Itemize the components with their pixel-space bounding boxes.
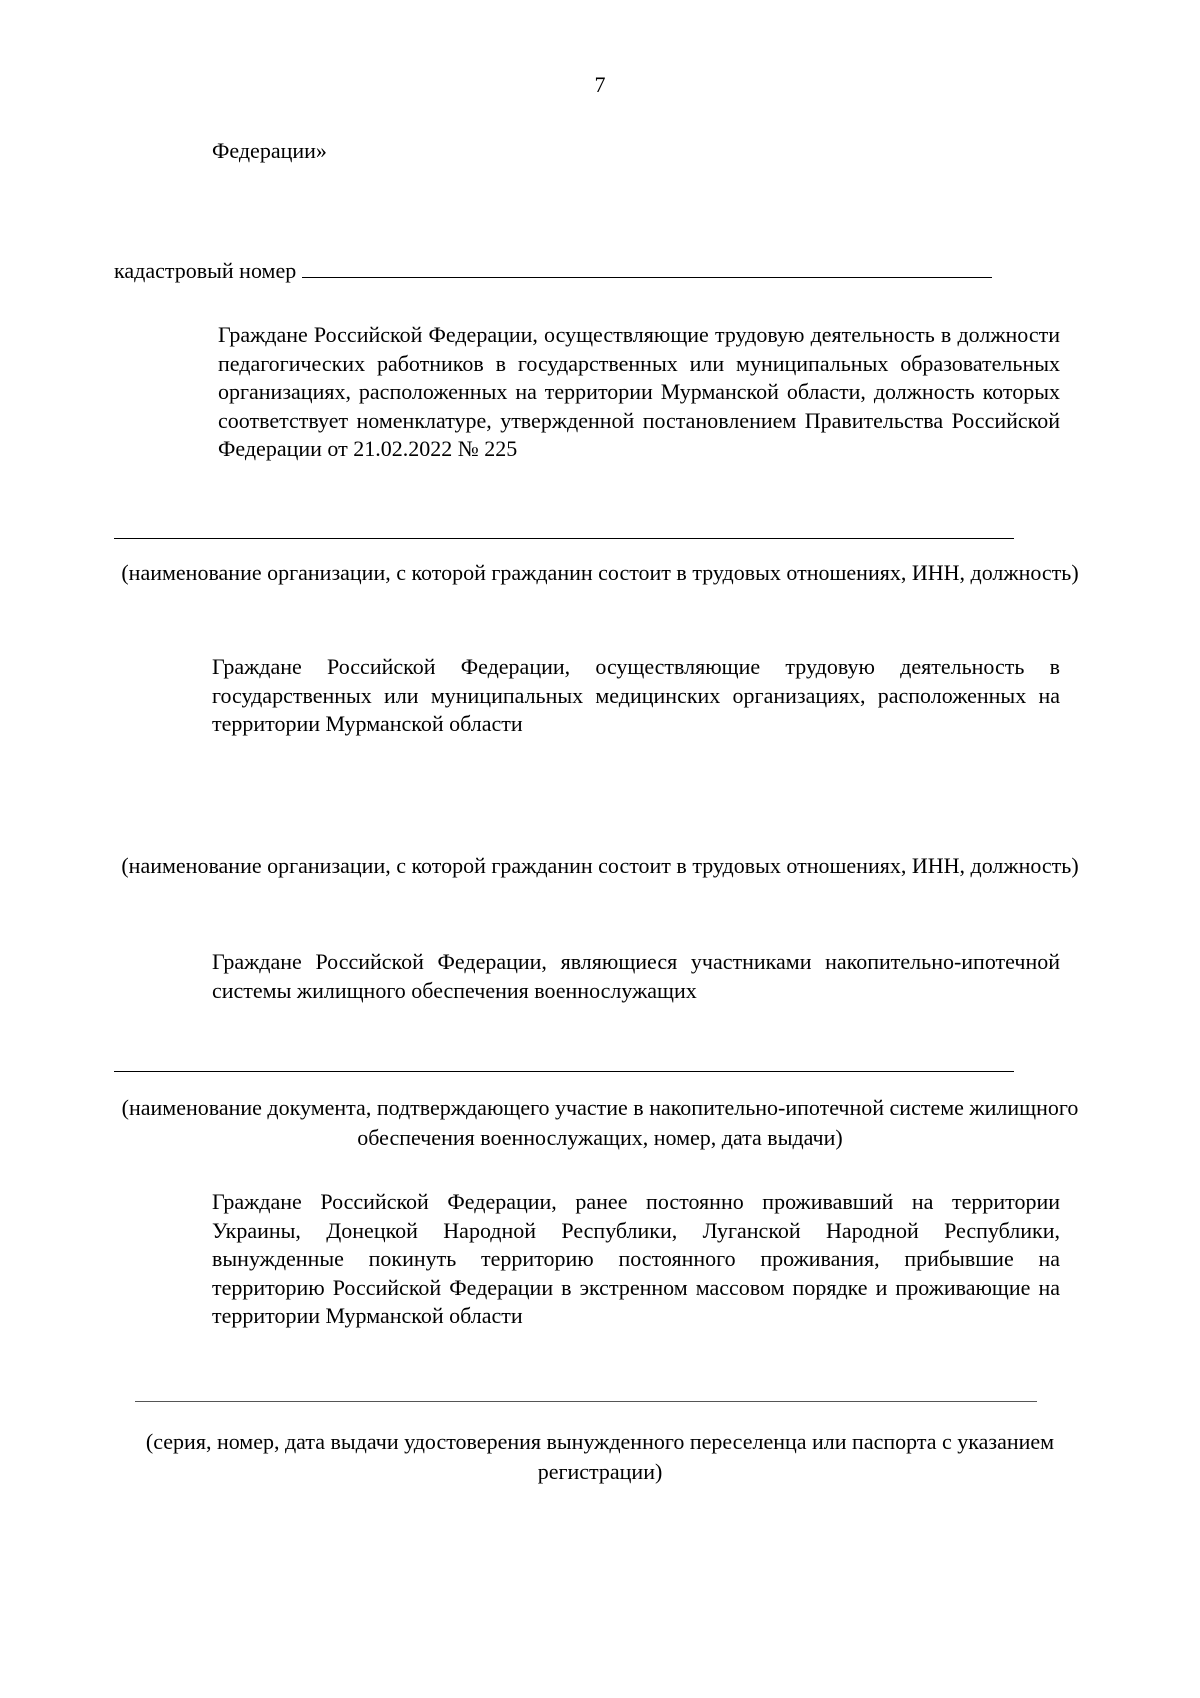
section-displaced-blank-line[interactable] xyxy=(135,1401,1037,1402)
section-displaced-caption: (серия, номер, дата выдачи удостоверения вынужденного переселенца или паспорта с указанием регистрации) xyxy=(145,1429,1055,1484)
section-military-caption: (наименование документа, подтверждающего участие в накопительно-ипотечной системе жилищного обеспечения военнослужащих, номер, дата выдачи) xyxy=(121,1095,1079,1150)
section-medical-caption: (наименование организации, с которой гражданин состоит в трудовых отношениях, ИНН, должность) xyxy=(121,853,1079,878)
section-teachers-caption: (наименование организации, с которой гражданин состоит в трудовых отношениях, ИНН, должность) xyxy=(121,560,1079,585)
section-military-blank-line[interactable] xyxy=(114,1071,1014,1072)
page-number: 7 xyxy=(594,72,606,97)
section-teachers-blank-line[interactable] xyxy=(114,538,1014,539)
section-medical-paragraph: Граждане Российской Федерации, осуществляющие трудовую деятельность в государственных или муниципальных медицинских организациях, расположенных на территории Мурманской области xyxy=(212,654,1060,736)
section-teachers-paragraph: Граждане Российской Федерации, осуществляющие трудовую деятельность в должности педагогических работников в государственных или муниципальных образовательных организациях, расположенных на территории Мурманской области, должность которых соответствует номенклатуре, утвержденной постановлением Правительства Российской Федерации от 21.02.2022 № 225 xyxy=(218,322,1060,461)
cadastral-number-row xyxy=(114,257,992,284)
section-displaced-paragraph: Граждане Российской Федерации, ранее постоянно проживавший на территории Украины, Донецкой Народной Республики, Луганской Народной Республики, вынужденные покинуть территорию постоянного проживания, прибывшие на территорию Российской Федерации в экстренном массовом порядке и проживающие на территории Мурманской области xyxy=(212,1189,1060,1328)
cadastral-number-label: кадастровый номер xyxy=(114,258,297,283)
continuation-text: Федерации» xyxy=(212,138,327,163)
cadastral-number-blank[interactable] xyxy=(302,257,992,278)
section-military-paragraph: Граждане Российской Федерации, являющиеся участниками накопительно-ипотечной системы жилищного обеспечения военнослужащих xyxy=(212,949,1060,1003)
